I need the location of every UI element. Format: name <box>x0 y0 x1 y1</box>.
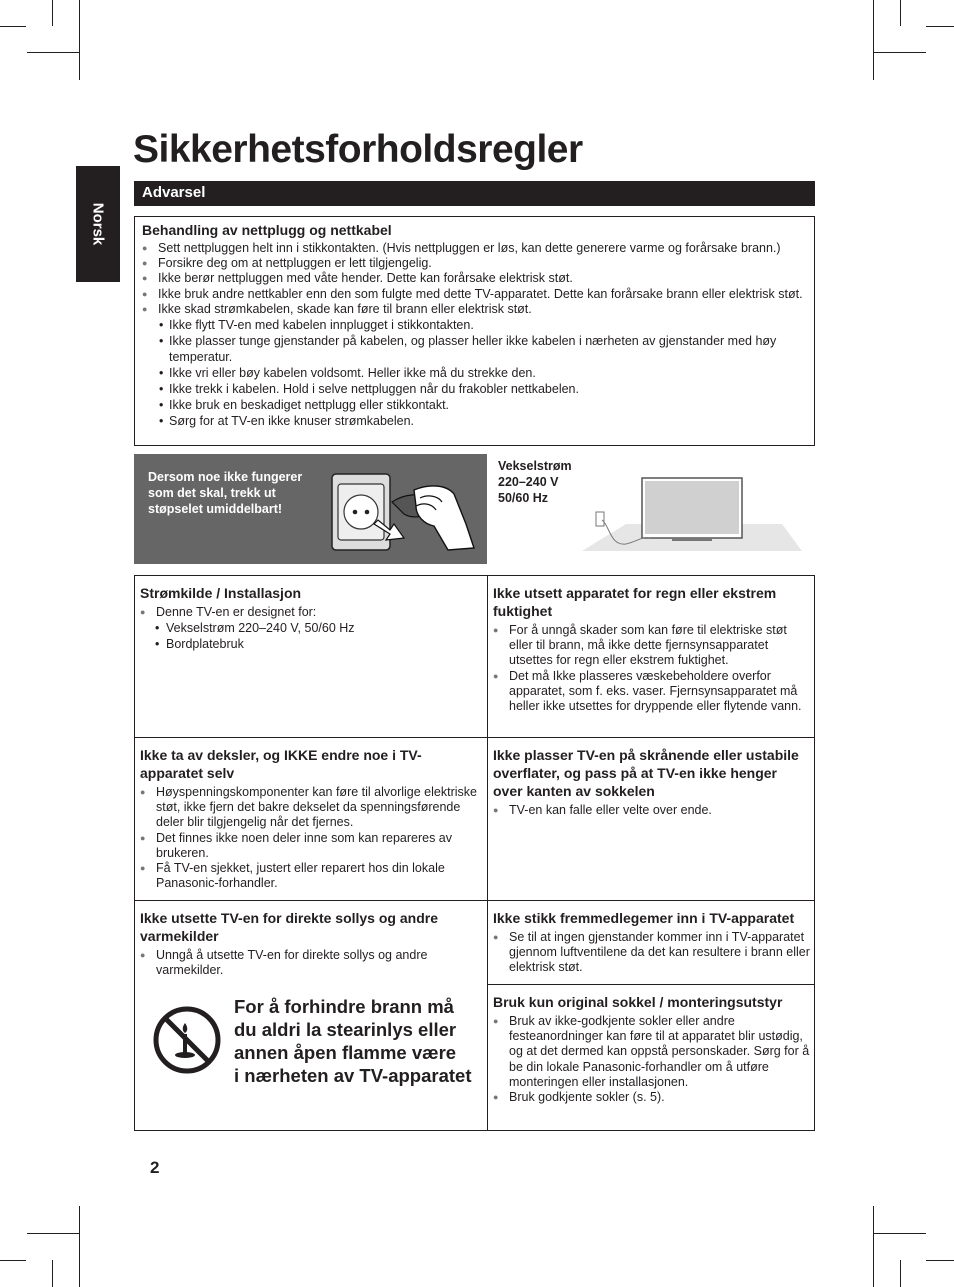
list-item: • Ikke bruk en beskadiget nettplugg eller stikkontakt. <box>142 397 806 413</box>
crop-mark <box>926 1260 954 1261</box>
ac-label-line: 220–240 V <box>498 475 559 489</box>
unplug-warning-panel <box>134 454 487 564</box>
cell-sub-list <box>140 620 482 652</box>
crop-mark <box>873 0 874 80</box>
cell-list <box>140 785 482 891</box>
power-source-cell <box>135 576 487 652</box>
cell-list <box>493 623 810 714</box>
list-item: ● Høyspenningskomponenter kan føre til alvorlige elektriske støt, ikke fjern det bakre dekselet da spenningsførende deler blir tilgjengelig når det fjernes. <box>140 785 482 831</box>
list-item: ● Ikke skad strømkabelen, skade kan føre til brann eller elektrisk støt. <box>142 302 806 317</box>
no-candle-icon <box>152 1005 222 1075</box>
ac-label-line: 50/60 Hz <box>498 491 549 505</box>
fire-warning-text <box>234 995 494 1087</box>
rain-moisture-cell <box>488 576 815 714</box>
cell-heading: Ikke ta av deksler, og IKKE endre noe i TV-apparatet selv <box>140 747 422 781</box>
fire-warning-line: du aldri la stearinlys eller <box>234 1019 457 1040</box>
cell-heading: Ikke stikk fremmedlegemer inn i TV-apparatet <box>493 910 795 926</box>
page-title: Sikkerhetsforholdsregler <box>133 128 583 171</box>
crop-mark <box>27 1233 80 1234</box>
cell-heading: Ikke utsette TV-en for direkte sollys og andre varmekilder <box>140 910 438 944</box>
plug-cable-heading: Behandling av nettplugg og nettkabel <box>142 222 392 238</box>
cell-heading: Strømkilde / Installasjon <box>140 585 302 601</box>
crop-mark <box>873 52 926 53</box>
original-stand-cell <box>488 985 815 1105</box>
list-item: ● Ikke bruk andre nettkabler enn den som fulgte med dette TV-apparatet. Dette kan forårsake brann eller elektrisk støt. <box>142 287 806 302</box>
list-item: ● Ikke berør nettpluggen med våte hender. Dette kan forårsake elektrisk støt. <box>142 271 806 286</box>
list-item: ● Forsikre deg om at nettpluggen er lett tilgjengelig. <box>142 256 806 271</box>
crop-mark <box>926 26 954 27</box>
page-number: 2 <box>150 1158 160 1177</box>
crop-mark <box>52 1260 53 1287</box>
cell-heading: Bruk kun original sokkel / monteringsutstyr <box>493 994 783 1010</box>
crop-mark <box>0 26 26 27</box>
cell-list <box>493 803 810 818</box>
cell-list <box>493 930 810 976</box>
ac-label-line: Vekselstrøm <box>498 459 572 473</box>
list-item: ● Bruk av ikke-godkjente sokler eller andre festeanordninger kan føre til at apparatet blir ustødig, og at det dermed kan oppstå personskader. Sørg for å be din lokale Panasonic-forhandler om å utføre monteringen eller installasjonen. <box>493 1014 810 1090</box>
cell-list <box>140 948 482 978</box>
crop-mark <box>873 1233 926 1234</box>
list-item: • Ikke flytt TV-en med kabelen innplugget i stikkontakten. <box>142 317 806 333</box>
list-item: • Ikke plasser tunge gjenstander på kabelen, og plasser heller ikke kabelen i nærheten av gjenstander med høy temperatur. <box>142 333 806 365</box>
list-item: ● Få TV-en sjekket, justert eller reparert hos din lokale Panasonic-forhandler. <box>140 861 482 891</box>
list-item: • Bordplatebruk <box>140 636 482 652</box>
foreign-objects-cell <box>488 901 815 976</box>
crop-mark <box>900 0 901 26</box>
list-item: • Ikke vri eller bøy kabelen voldsomt. Heller ikke må du strekke den. <box>142 365 806 381</box>
list-item: • Sørg for at TV-en ikke knuser strømkabelen. <box>142 413 806 429</box>
list-item: ● Se til at ingen gjenstander kommer inn i TV-apparatet gjennom luftventilene da det kan resultere i brann eller elektrisk støt. <box>493 930 810 976</box>
covers-cell <box>135 738 487 891</box>
crop-mark <box>0 1260 26 1261</box>
crop-mark <box>79 0 80 80</box>
sunlight-cell <box>135 901 487 1130</box>
list-item: ● Denne TV-en er designet for: <box>140 605 482 620</box>
list-item: ● TV-en kan falle eller velte over ende. <box>493 803 810 818</box>
unplug-illustration <box>324 454 484 564</box>
crop-mark <box>27 52 80 53</box>
plug-cable-box <box>134 216 815 446</box>
list-item: ● Det finnes ikke noen deler inne som kan repareres av brukeren. <box>140 831 482 861</box>
unplug-warning-text: Dersom noe ikke fungerer som det skal, trekk ut støpselet umiddelbart! <box>148 470 303 516</box>
tv-illustration <box>576 466 806 556</box>
crop-mark <box>79 1206 80 1287</box>
fire-warning-line: For å forhindre brann må <box>234 996 454 1017</box>
crop-mark <box>52 0 53 26</box>
warnings-grid <box>134 575 815 1131</box>
list-item: ● For å unngå skader som kan føre til elektriske støt eller til brann, må ikke dette fjernsynsapparatet utsettes for regn eller ekstrem fuktighet. <box>493 623 810 669</box>
cell-list <box>140 605 482 620</box>
cell-heading: Ikke utsett apparatet for regn eller ekstrem fuktighet <box>493 585 777 619</box>
list-item: • Ikke trekk i kabelen. Hold i selve nettpluggen når du frakobler nettkabelen. <box>142 381 806 397</box>
plug-cable-list <box>142 241 806 317</box>
crop-mark <box>873 1206 874 1287</box>
fire-warning-line: i nærheten av TV-apparatet <box>234 1065 472 1086</box>
list-item: ● Bruk godkjente sokler (s. 5). <box>493 1090 810 1105</box>
cable-sub-list <box>142 317 806 429</box>
cell-heading: Ikke plasser TV-en på skrånende eller ustabile overflater, og pass på at TV-en ikke henger over kanten av sokkelen <box>493 747 799 799</box>
language-tab-label: Norsk <box>89 202 107 246</box>
list-item: ● Unngå å utsette TV-en for direkte sollys og andre varmekilder. <box>140 948 482 978</box>
section-header: Advarsel <box>134 181 815 206</box>
list-item: • Vekselstrøm 220–240 V, 50/60 Hz <box>140 620 482 636</box>
crop-mark <box>900 1260 901 1287</box>
slope-cell <box>488 738 815 818</box>
language-tab <box>76 166 120 282</box>
list-item: ● Det må Ikke plasseres væskebeholdere overfor apparatet, som f. eks. vaser. Fjernsynsapparatet må heller ikke utsettes for dryppende eller flytende vann. <box>493 669 810 715</box>
fire-warning-line: annen åpen flamme være <box>234 1042 457 1063</box>
list-item: ● Sett nettpluggen helt inn i stikkontakten. (Hvis nettpluggen er løs, kan dette generere varme og forårsake brann.) <box>142 241 806 256</box>
cell-list <box>493 1014 810 1105</box>
